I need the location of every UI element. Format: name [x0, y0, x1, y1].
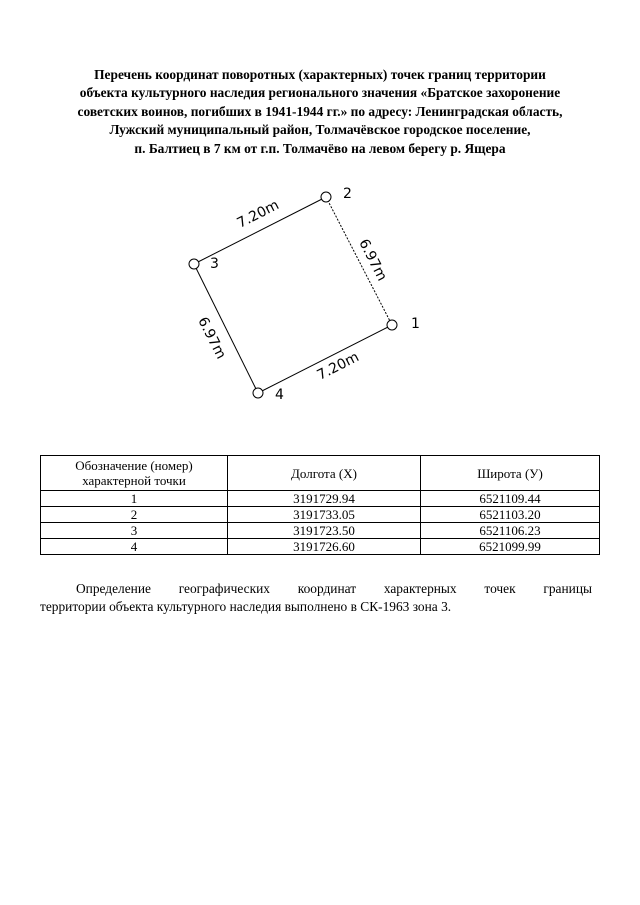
- note-line-1: Определение географических координат характерных точек границы: [76, 581, 592, 596]
- cell-point: 2: [41, 507, 228, 523]
- header-longitude: Долгота (X): [228, 456, 421, 491]
- point-label-3: 3: [210, 256, 219, 272]
- note-line-2: территории объекта культурного наследия выполнено в СК-1963 зона 3.: [40, 599, 452, 614]
- point-marker-2: [321, 192, 331, 202]
- point-label-4: 4: [275, 387, 284, 403]
- table-row: [41, 491, 600, 507]
- coordinate-system-note: [40, 580, 592, 616]
- segment-label-4-1: 7.20m: [314, 349, 362, 384]
- cell-longitude: 3191723.50: [228, 523, 421, 539]
- cell-latitude: 6521106.23: [421, 523, 600, 539]
- title-line: объекта культурного наследия регионального значения «Братское захоронение: [79, 85, 561, 101]
- cell-latitude: 6521099.99: [421, 539, 600, 555]
- document-title: [30, 66, 610, 158]
- coordinates-table: [40, 455, 600, 555]
- cell-longitude: 3191733.05: [228, 507, 421, 523]
- title-line: Лужский муниципальный район, Толмачёвское городское поселение,: [109, 122, 531, 138]
- cell-point: 3: [41, 523, 228, 539]
- segment-label-3-4: 6.97m: [194, 314, 229, 362]
- table-row: [41, 539, 600, 555]
- cell-latitude: 6521103.20: [421, 507, 600, 523]
- title-line: Перечень координат поворотных (характерных) точек границ территории: [94, 67, 546, 82]
- point-label-1: 1: [411, 316, 420, 332]
- point-label-2: 2: [343, 186, 352, 202]
- table-row: [41, 507, 600, 523]
- edge-4-1: [258, 325, 392, 393]
- title-line: п. Балтиец в 7 км от г.п. Толмачёво на левом берегу р. Ящера: [134, 140, 506, 156]
- table-header-row: [41, 456, 600, 491]
- boundary-diagram: [0, 175, 640, 415]
- cell-point: 1: [41, 491, 228, 507]
- segment-label-2-1: 6.97m: [355, 236, 390, 284]
- title-line: советских воинов, погибших в 1941-1944 гг.» по адресу: Ленинградская область,: [77, 103, 563, 119]
- segment-label-3-2: 7.20m: [234, 197, 282, 232]
- table-row: [41, 523, 600, 539]
- cell-point: 4: [41, 539, 228, 555]
- cell-longitude: 3191726.60: [228, 539, 421, 555]
- point-marker-1: [387, 320, 397, 330]
- cell-longitude: 3191729.94: [228, 491, 421, 507]
- point-marker-4: [253, 388, 263, 398]
- cell-latitude: 6521109.44: [421, 491, 600, 507]
- header-latitude: Широта (У): [421, 456, 600, 491]
- header-point-number: Обозначение (номер) характерной точки: [41, 456, 228, 491]
- point-marker-3: [189, 259, 199, 269]
